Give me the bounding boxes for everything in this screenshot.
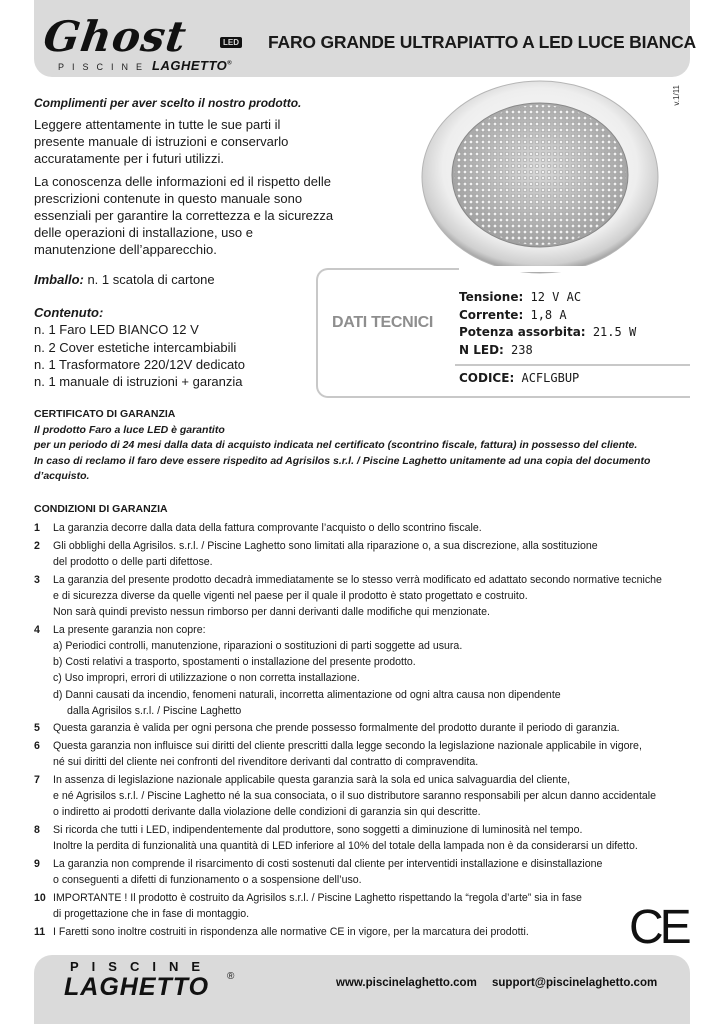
condition-number: 8 <box>34 824 40 837</box>
version-label: v.1/11 <box>672 85 681 106</box>
tech-frame-gap <box>459 266 691 272</box>
power-row: Potenza assorbita: 21.5 W <box>459 325 637 339</box>
condition-line: Si ricorda che tutti i LED, indipendentemente dal produttore, sono soggetti a diminuzione di luminosità nel tempo. <box>53 824 583 837</box>
led-lamp-image <box>420 79 660 275</box>
condition-line: In assenza di legislazione nazionale applicabile questa garanzia sarà la sola ed unica salvaguardia del cliente, <box>53 774 571 787</box>
intro-paragraph-1: Leggere attentamente in tutte le sue parti il presente manuale di istruzioni e conservarlo accuratamente per i futuri utilizzi. <box>34 117 289 167</box>
condition-number: 9 <box>34 858 40 871</box>
led-count-row: N LED: 238 <box>459 342 533 357</box>
footer-banner <box>34 955 690 1024</box>
certificate-line: Il prodotto Faro a luce LED è garantito <box>34 423 225 436</box>
list-item: n. 1 Trasformatore 220/12V dedicato <box>34 356 246 372</box>
header-banner <box>34 0 696 77</box>
list-item <box>34 738 694 770</box>
condition-number: 5 <box>34 722 40 735</box>
warranty-certificate <box>34 407 694 485</box>
list-item <box>34 520 694 536</box>
condition-number: 3 <box>34 573 40 586</box>
condition-line: La garanzia del presente prodotto decadrà immediatamente se lo stesso verrà modificato ed adattato secondo normative tecniche <box>53 573 662 586</box>
list-item: n. 2 Cover estetiche intercambiabili <box>34 339 237 355</box>
condition-line: a) Periodici controlli, manutenzione, riparazioni o sostituzioni di parti soggette ad usura. <box>53 639 463 652</box>
condition-line: c) Uso impropri, errori di utilizzazione o non corretta installazione. <box>53 672 360 685</box>
condition-number: 1 <box>34 522 40 534</box>
condition-line: Questa garanzia è valida per ogni persona che prende possesso formalmente del prodotto durante il periodo di garanzia. <box>53 722 620 735</box>
intro-section <box>34 96 334 264</box>
condition-line: La garanzia decorre dalla data della fattura comprovante l’acquisto o dello scontrino fiscale. <box>53 522 482 534</box>
list-item <box>34 856 694 888</box>
list-item <box>34 772 694 821</box>
condition-line: Inoltre la perdita di funzionalità una quantità di LED inferiore al 10% del totale della lampada non è da considerarsi un difetto. <box>53 840 638 853</box>
contents-heading: Contenuto: <box>34 305 104 320</box>
certificate-heading: CERTIFICATO DI GARANZIA <box>34 408 176 420</box>
list-item <box>34 622 694 719</box>
logo-laghetto-text: LAGHETTO® <box>152 58 233 73</box>
logo-piscine-text: PISCINE <box>58 62 151 72</box>
contents-list <box>34 304 245 390</box>
product-code: CODICE: ACFLGBUP <box>459 371 580 385</box>
condition-line: né sui diritti del cliente nei confronti del rivenditore derivanti dal contratto di compravendita. <box>53 756 479 769</box>
led-badge: LED <box>220 37 242 48</box>
list-item: n. 1 Faro LED BIANCO 12 V <box>34 322 199 338</box>
condition-line: Non sarà quindi previsto nessun rimborso per danni derivanti dalle modifiche qui menzionate. <box>53 606 490 619</box>
condition-line: di progettazione che in fase di montaggio. <box>53 908 250 921</box>
condition-number: 11 <box>34 925 46 938</box>
list-item <box>34 720 694 736</box>
certificate-line: per un periodo di 24 mesi dalla data di acquisto indicata nel certificato (scontrino fiscale, fattura) in possesso del cliente. <box>34 439 638 451</box>
intro-lead: Complimenti per aver scelto il nostro prodotto. <box>34 96 302 110</box>
page-title: FARO GRANDE ULTRAPIATTO A LED LUCE BIANCA <box>268 32 696 52</box>
list-item <box>34 572 694 621</box>
tech-data-title: DATI TECNICI <box>332 314 433 331</box>
current-row: Corrente: 1,8 A <box>459 307 567 322</box>
list-item <box>34 924 694 940</box>
condition-number: 2 <box>34 539 40 552</box>
list-item <box>34 890 694 922</box>
condition-number: 6 <box>34 740 40 753</box>
packaging-value: n. 1 scatola di cartone <box>83 272 215 287</box>
list-item: n. 1 manuale di istruzioni + garanzia <box>34 374 243 390</box>
condition-line: dalla Agrisilos s.r.l. / Piscine Laghetto <box>67 704 242 717</box>
list-item <box>34 822 694 854</box>
condition-number: 4 <box>34 623 40 636</box>
condition-line: d) Danni causati da incendio, fenomeni naturali, incorretta alimentazione od ogni altra causa non dipendente <box>53 688 561 701</box>
tech-divider <box>455 364 690 366</box>
packaging-label: Imballo: <box>34 272 84 287</box>
condition-line: o indiretto ai prodotti derivante dalla violazione delle condizioni di garanzia sin qui descritte. <box>53 806 481 819</box>
voltage-row: Tensione: 12 V AC <box>459 290 582 304</box>
condition-number: 10 <box>34 891 46 904</box>
footer-laghetto-logo: LAGHETTO <box>64 973 210 1001</box>
conditions-list <box>34 520 694 942</box>
tech-data-values <box>459 289 636 359</box>
ce-mark: CE <box>629 901 688 954</box>
condition-line: Gli obblighi della Agrisilos. s.r.l. / Piscine Laghetto sono limitati alla riparazione o, a sua discrezione, alla sostituzione <box>53 539 598 552</box>
packaging-line <box>34 272 215 287</box>
list-item <box>34 538 694 570</box>
registered-mark: ® <box>227 971 235 982</box>
condition-line: b) Costi relativi a trasporto, spostamenti o installazione del presente prodotto. <box>53 656 416 669</box>
certificate-line: In caso di reclamo il faro deve essere rispedito ad Agrisilos s.r.l. / Piscine Laghetto unitamente ad una copia del documento d’acquisto. <box>34 454 651 482</box>
condition-line: I Faretti sono inoltre costruiti in rispondenza alle normative CE in vigore, per la marcatura dei prodotti. <box>53 925 529 938</box>
condition-line: e né Agrisilos s.r.l. / Piscine Laghetto né la sua consociata, o il suo distributore saranno responsabili per alcun danno accidentale <box>53 790 657 803</box>
support-email-link[interactable]: support@piscinelaghetto.com <box>492 977 658 989</box>
condition-number: 7 <box>34 774 40 787</box>
condition-line: del prodotto o delle parti difettose. <box>53 555 213 568</box>
footer-piscine-text: PISCINE <box>70 959 214 974</box>
condition-line: e di sicurezza diverse da quelle vigenti nel paese per il quale il prodotto è stato progettato e costruito. <box>53 589 528 602</box>
conditions-heading: CONDIZIONI DI GARANZIA <box>34 503 168 515</box>
footer-links <box>336 977 657 989</box>
website-link[interactable]: www.piscinelaghetto.com <box>336 977 477 989</box>
condition-line: La presente garanzia non copre: <box>53 623 206 636</box>
condition-line: o conseguenti a difetti di funzionamento o a sospensione dell’uso. <box>53 874 362 887</box>
intro-paragraph-2: La conoscenza delle informazioni ed il rispetto delle prescrizioni contenute in questo manuale sono essenziali per garantire la correttezza e la sicurezza delle operazioni di installazione, uso e manutenzione dell’apparecchio. <box>34 173 334 258</box>
condition-line: Questa garanzia non influisce sui diritti del cliente prescritti dalla legge secondo la legislazione nazionale applicabile in vigore, <box>53 740 642 753</box>
condition-line: La garanzia non comprende il risarcimento di costi sostenuti dal cliente per interventidi installazione e disinstallazione <box>53 858 603 871</box>
ghost-logo: Ghost <box>40 12 190 61</box>
condition-line: IMPORTANTE ! Il prodotto è costruito da Agrisilos s.r.l. / Piscine Laghetto rispettando la “regola d’arte” sia in fase <box>53 891 582 904</box>
